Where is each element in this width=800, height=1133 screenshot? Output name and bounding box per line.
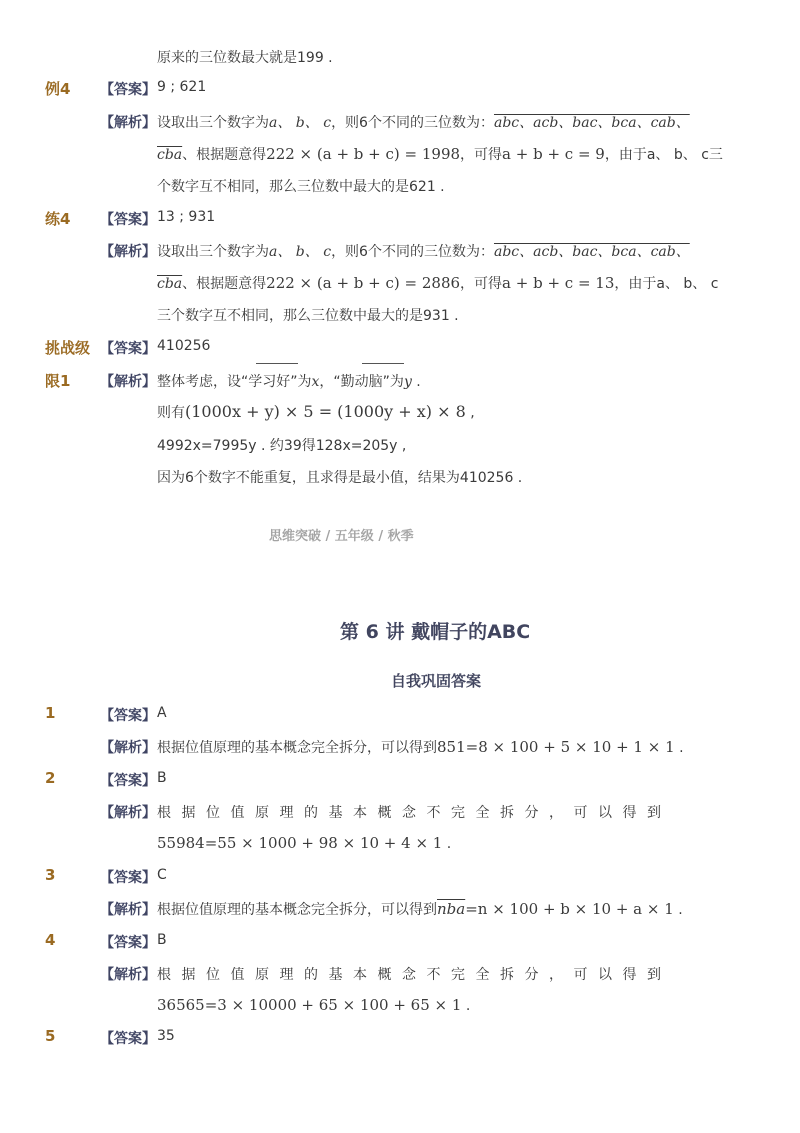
carryover-line: 原来的三位数最大就是199 . bbox=[157, 50, 333, 66]
answer-label: 【答案】 bbox=[100, 212, 156, 228]
analysis-label: 【解析】 bbox=[100, 740, 156, 756]
section-title: 自我巩固答案 bbox=[391, 672, 482, 690]
challenge-level-tag: 挑战级 bbox=[45, 339, 91, 357]
practice-4-analysis-line-3: 三个数字互不相同，那么三位数中最大的是931 . bbox=[157, 308, 459, 324]
overline-xuexihao bbox=[256, 363, 298, 364]
analysis-label: 【解析】 bbox=[100, 805, 156, 821]
challenge-answer: 410256 bbox=[157, 338, 211, 354]
item-number: 5 bbox=[45, 1027, 56, 1045]
page-footer: 思维突破 / 五年级 / 秋季 bbox=[269, 529, 414, 544]
item-number: 4 bbox=[45, 931, 56, 949]
answer-label: 【答案】 bbox=[100, 82, 156, 98]
challenge-analysis-line-3: 4992x=7995y . 约39得128x=205y , bbox=[157, 438, 407, 454]
answer-label: 【答案】 bbox=[100, 1031, 156, 1047]
item-number: 3 bbox=[45, 866, 56, 884]
limit-1-tag: 限1 bbox=[45, 372, 71, 390]
practice-4-answer: 13 ; 931 bbox=[157, 209, 216, 225]
answer-label: 【答案】 bbox=[100, 341, 156, 357]
practice-4-tag: 练4 bbox=[45, 210, 71, 228]
answer-label: 【答案】 bbox=[100, 773, 156, 789]
item-number: 2 bbox=[45, 769, 56, 787]
item-analysis-line-2: 36565=3 × 10000 + 65 × 100 + 65 × 1 . bbox=[157, 996, 471, 1014]
analysis-label: 【解析】 bbox=[100, 902, 156, 918]
example-4-answer: 9 ; 621 bbox=[157, 79, 207, 95]
item-analysis: 根据位值原理的基本概念完全拆分，可以得到851=8 × 100 + 5 × 10 + 1 × 1 . bbox=[157, 738, 684, 756]
item-answer: 35 bbox=[157, 1028, 175, 1044]
item-analysis-line-2: 55984=55 × 1000 + 98 × 10 + 4 × 1 . bbox=[157, 834, 452, 852]
example-4-analysis-line-3: 个数字互不相同，那么三位数中最大的是621 . bbox=[157, 179, 445, 195]
item-answer: B bbox=[157, 770, 167, 786]
example-4-tag: 例4 bbox=[45, 80, 71, 98]
item-analysis-line-1: 根据位值原理的基本概念不完全拆分，可以得到 bbox=[157, 967, 672, 983]
practice-4-analysis-line-1: 设取出三个数字为a、 b、 c，则6个不同的三位数为：abc、acb、bac、bca、cab、 bbox=[157, 244, 690, 260]
example-4-analysis-line-2: $\overline{cba}$、根据题意得222 × (a + b + c) = 1998，可得a + b + c = 9，由于a、 b、 c三 bbox=[157, 145, 723, 163]
item-number: 1 bbox=[45, 704, 56, 722]
item-analysis: 根据位值原理的基本概念完全拆分，可以得到$\overline{nba}=n \times 100 + b \times 10 + a \times 1$ . bbox=[157, 900, 683, 918]
item-answer: A bbox=[157, 705, 167, 721]
challenge-analysis-line-1: 整体考虑，设“学习好”为x，“勤动脑”为y . bbox=[157, 374, 421, 390]
analysis-label: 【解析】 bbox=[100, 115, 156, 131]
example-4-analysis-line-1: 设取出三个数字为a、 b、 c，则6个不同的三位数为：abc、acb、bac、bca、cab、 bbox=[157, 115, 690, 131]
analysis-label: 【解析】 bbox=[100, 244, 156, 260]
overline-qindongnao bbox=[362, 363, 404, 364]
challenge-analysis-line-4: 因为6个数字不能重复，且求得是最小值，结果为410256 . bbox=[157, 470, 523, 486]
item-analysis-line-1: 根据位值原理的基本概念不完全拆分，可以得到 bbox=[157, 805, 672, 821]
answer-label: 【答案】 bbox=[100, 708, 156, 724]
analysis-label: 【解析】 bbox=[100, 967, 156, 983]
item-answer: B bbox=[157, 932, 167, 948]
practice-4-analysis-line-2: $\overline{cba}$、根据题意得222 × (a + b + c) = 2886，可得a + b + c = 13，由于a、 b、 c bbox=[157, 274, 719, 292]
challenge-analysis-line-2: 则有(1000x + y) × 5 = (1000y + x) × 8 , bbox=[157, 402, 475, 421]
answer-label: 【答案】 bbox=[100, 935, 156, 951]
analysis-label: 【解析】 bbox=[100, 374, 156, 390]
answer-label: 【答案】 bbox=[100, 870, 156, 886]
lecture-title: 第 6 讲 戴帽子的ABC bbox=[340, 621, 531, 643]
item-answer: C bbox=[157, 867, 167, 883]
